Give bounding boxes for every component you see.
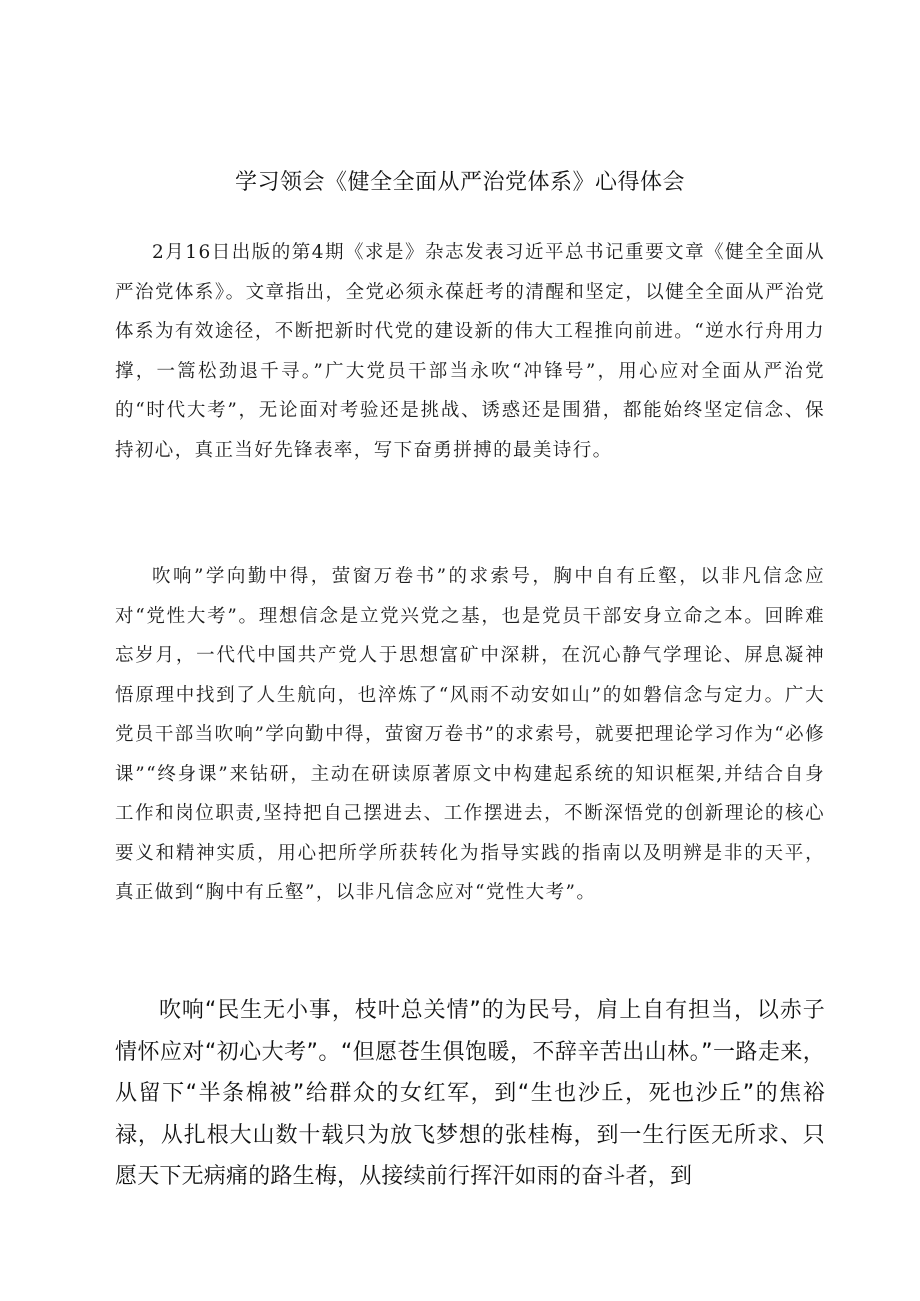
document-title: 学习领会《健全全面从严治党体系》心得体会 <box>234 170 685 195</box>
paragraph-1: 2月16日出版的第4期《求是》杂志发表习近平总书记重要文章《健全全面从严治党体系》。文章指出，全党必须永葆赶考的清醒和坚定，以健全全面从严治党体系为有效途径，不断把新时代党的建设新的伟大工程推向前进。“逆水行舟用力撑，一篙松劲退千寻。”广大党员干部当永吹“冲锋号”，用心应对全面从严治党的“时代大考”，无论面对考验还是挑战、诱惑还是围猎，都能始终坚定信念、保持初心，真正当好先锋表率，写下奋勇拼搏的最美诗行。 <box>115 242 825 461</box>
paragraph-2: 吹响”学向勤中得，萤窗万卷书”的求索号，胸中自有丘壑，以非凡信念应对“党性大考”。理想信念是立党兴党之基，也是党员干部安身立命之本。回眸难忘岁月，一代代中国共产党人于思想富矿中深耕，在沉心静气学理论、屏息凝神悟原理中找到了人生航向，也淬炼了“风雨不动安如山”的如磐信念与定力。广大党员干部当吹响”学向勤中得，萤窗万卷书”的求索号，就要把理论学习作为“必修课”“终身课”来钻研，主动在研读原著原文中构建起系统的知识框架,并结合自身工作和岗位职责,坚持把自己摆进去、工作摆进去，不断深悟党的创新理论的核心要义和精神实质，用心把所学所获转化为指导实践的指南以及明辨是非的天平，真正做到“胸中有丘壑”，以非凡信念应对“党性大考”。 <box>115 566 825 903</box>
paragraph-3: 吹响“民生无小事，枝叶总关情”的为民号，肩上自有担当，以赤子情怀应对“初心大考”。“但愿苍生俱饱暖，不辞辛苦出山林。”一路走来，从留下“半条棉被”给群众的女红军，到“生也沙丘，死也沙丘”的焦裕禄，从扎根大山数十载只为放飞梦想的张桂梅，到一生行医无所求、只愿天下无病痛的路生梅，从接续前行挥汗如雨的奋斗者，到 <box>115 998 825 1189</box>
